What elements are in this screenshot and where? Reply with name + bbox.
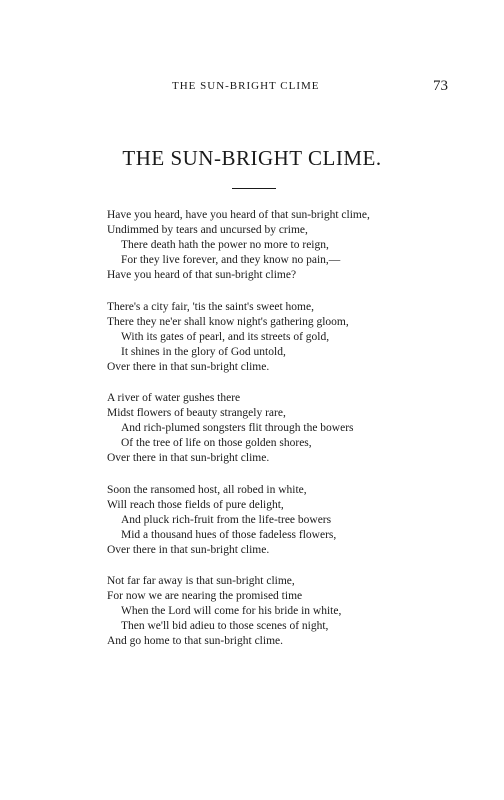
poem-line: Midst flowers of beauty strangely rare, [107,407,286,419]
page-number: 73 [433,78,448,94]
stanza [107,574,487,649]
poem-line: Mid a thousand hues of those fadeless flowers, [121,528,337,541]
title-divider-rule [232,188,276,189]
poem-line: Of the tree of life on those golden shores, [121,437,312,449]
poem-line: And go home to that sun-bright clime. [107,635,283,647]
poem-line: For they live forever, and they know no pain,— [121,254,341,266]
stanza [107,391,487,466]
poem-line: With its gates of pearl, and its streets of gold, [121,330,330,343]
poem-body [107,208,487,666]
poem-line: There they ne'er shall know night's gathering gloom, [107,315,349,328]
poem-line: Over there in that sun-bright clime. [107,543,270,556]
poem-line: When the Lord will come for his bride in white, [121,605,342,617]
running-title: THE SUN-BRIGHT CLIME [172,80,320,92]
poem-line: Soon the ransomed host, all robed in white, [107,483,307,496]
stanza [107,300,487,375]
poem-line: Will reach those fields of pure delight, [107,498,284,511]
poem-line: A river of water gushes there [107,392,241,404]
poem-line: Undimmed by tears and uncursed by crime, [107,224,308,236]
poem-line: There death hath the power no more to reign, [121,239,329,251]
poem-line: And pluck rich-fruit from the life-tree bowers [121,513,332,526]
stanza [107,483,487,558]
poem-line: There's a city fair, 'tis the saint's sweet home, [107,300,314,313]
poem-line: Have you heard, have you heard of that sun-bright clime, [107,209,370,221]
poem-line: Over there in that sun-bright clime. [107,360,270,373]
poem-line: Not far far away is that sun-bright clime, [107,575,295,587]
poem-line: Have you heard of that sun-bright clime? [107,269,297,281]
poem-line: It shines in the glory of God untold, [121,345,286,358]
poem-line: Over there in that sun-bright clime. [107,452,270,464]
poem-line: For now we are nearing the promised time [107,590,303,602]
poem-title: THE SUN-BRIGHT CLIME. [122,146,382,170]
running-header [0,80,504,96]
stanza [107,208,487,283]
poem-line: And rich-plumed songsters flit through the bowers [121,422,354,434]
poem-line: Then we'll bid adieu to those scenes of night, [121,620,329,632]
